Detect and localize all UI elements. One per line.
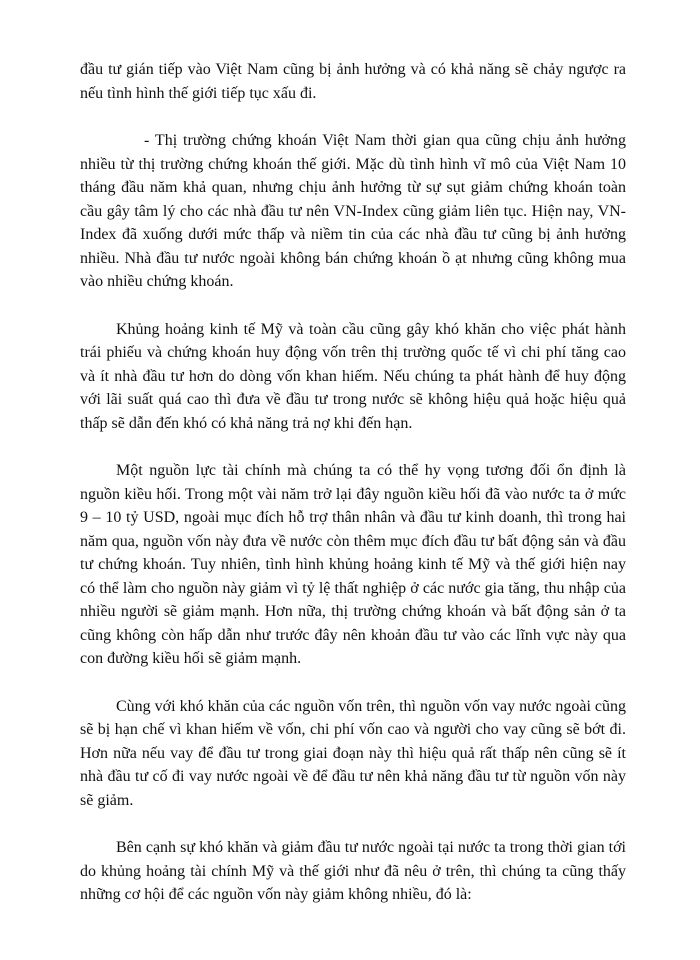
paragraph-remittances: Một nguồn lực tài chính mà chúng ta có thể hy vọng tương đối ổn định là nguồn kiều hối. Trong một vài năm trở lại đây nguồn kiều hối đã vào nước ta ở mức 9 – 10 tỷ USD, ngoài mục đích hỗ trợ thân nhân và đầu tư kinh doanh, thì trong hai năm qua, nguồn vốn này đưa về nước còn thêm mục đích đầu tư bất động sản và đầu tư chứng khoán. Tuy nhiên, tình hình khủng hoảng kinh tế Mỹ và thế giới hiện nay có thể làm cho nguồn này giảm vì tỷ lệ thất nghiệp ở các nước gia tăng, thu nhập của nhiều người sẽ giảm mạnh. Hơn nữa, thị trường chứng khoán và bất động sản ở ta cũng không còn hấp dẫn như trước đây nên khoản đầu tư vào các lĩnh vực này qua con đường kiều hối sẽ giảm mạnh. xyxy=(80,462,626,667)
paragraph-stock-market: - Thị trường chứng khoán Việt Nam thời gian qua cũng chịu ảnh hưởng nhiều từ thị trường chứng khoán thế giới. Mặc dù tình hình vĩ mô của Việt Nam 10 tháng đầu năm khả quan, nhưng chịu ảnh hưởng từ sự sụt giảm chứng khoán toàn cầu gây tâm lý cho các nhà đầu tư nên VN-Index cũng giảm liên tục. Hiện nay, VN-Index đã xuống dưới mức thấp và niềm tin của các nhà đầu tư cũng bị ảnh hưởng nhiều. Nhà đầu tư nước ngoài không bán chứng khoán ồ ạt nhưng cũng không mua vào nhiều chứng khoán. xyxy=(80,132,626,290)
paragraph-bond-issuance: Khủng hoảng kinh tế Mỹ và toàn cầu cũng gây khó khăn cho việc phát hành trái phiếu và chứng khoán huy động vốn trên thị trường quốc tế vì chi phí tăng cao và ít nhà đầu tư hơn do dòng vốn khan hiếm. Nếu chúng ta phát hành để huy động với lãi suất quá cao thì đưa về đầu tư trong nước sẽ không hiệu quả hoặc hiệu quả thấp sẽ dẫn đến khó có khả năng trả nợ khi đến hạn. xyxy=(80,320,626,432)
paragraph-opportunities: Bên cạnh sự khó khăn và giảm đầu tư nước ngoài tại nước ta trong thời gian tới do khủng hoảng tài chính Mỹ và thế giới như đã nêu ở trên, thì chúng ta cũng thấy những cơ hội để các nguồn vốn này giảm không nhiều, đó là: xyxy=(80,839,626,903)
paragraph-foreign-loans: Cùng với khó khăn của các nguồn vốn trên, thì nguồn vốn vay nước ngoài cũng sẽ bị hạn chế vì khan hiếm về vốn, chi phí vốn cao và người cho vay cũng sẽ bớt đi. Hơn nữa nếu vay để đầu tư trong giai đoạn này thì hiệu quả rất thấp nên cũng sẽ ít nhà đầu tư cố đi vay nước ngoài về để đầu tư nên khả năng đầu tư từ nguồn vốn này sẽ giảm. xyxy=(80,697,626,809)
paragraph-foreign-indirect-investment: đầu tư gián tiếp vào Việt Nam cũng bị ảnh hưởng và có khả năng sẽ chảy ngược ra nếu tình hình thế giới tiếp tục xấu đi. xyxy=(80,61,626,102)
document-page xyxy=(80,58,626,907)
